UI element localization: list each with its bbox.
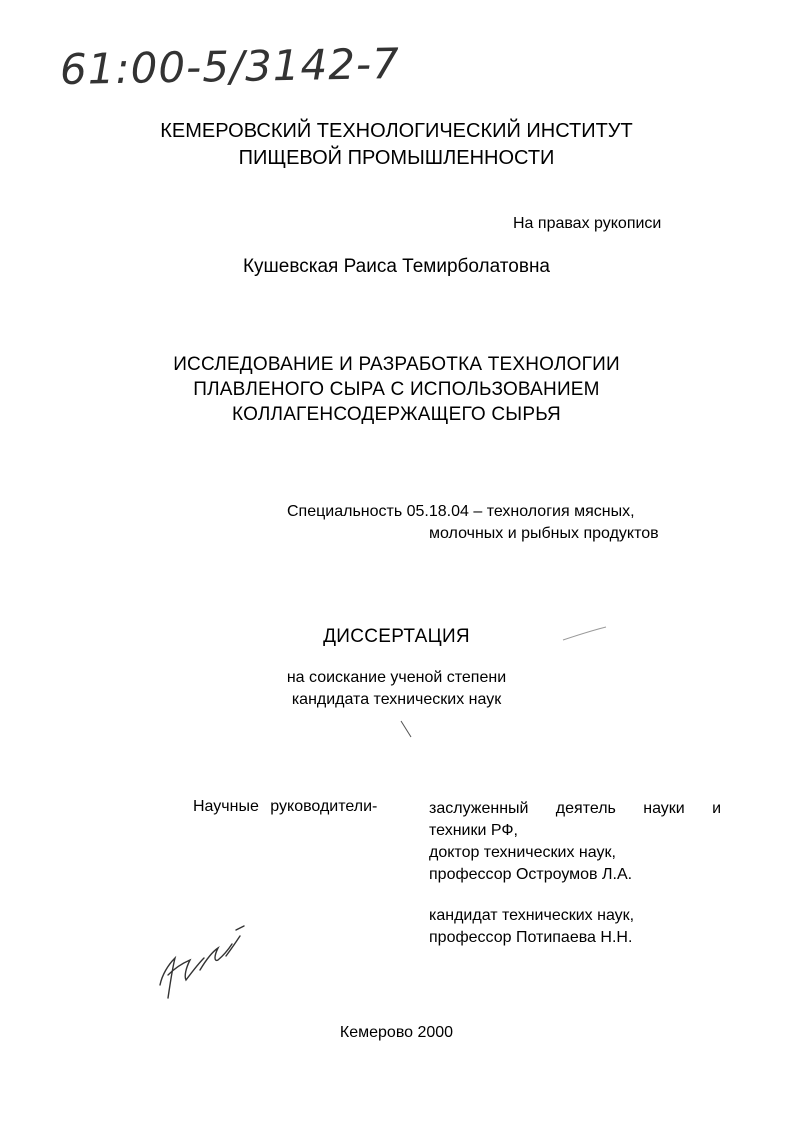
supervisors-label: Научные руководители- (193, 798, 378, 815)
pencil-stroke (563, 627, 606, 640)
degree-line-1: на соискание ученой степени (286, 669, 507, 686)
supervisor-2-line-2: профессор Потипаева Н.Н. (429, 929, 633, 946)
document-type-heading: ДИССЕРТАЦИЯ (323, 626, 470, 647)
supervisor-1-line-3: доктор технических наук, (429, 844, 616, 861)
author-name: Кушевская Раиса Темирболатовна (242, 256, 550, 277)
city-and-year: Кемерово 2000 (339, 1024, 454, 1041)
specialty-line-2: молочных и рыбных продуктов (429, 525, 659, 542)
degree-line-2: кандидата технических наук (291, 691, 502, 708)
supervisor-1-line-4: профессор Остроумов Л.А. (429, 866, 633, 883)
specialty-line-1: Специальность 05.18.04 – технология мясных, (287, 503, 635, 520)
supervisor-1-line-2: техники РФ, (429, 822, 518, 839)
institution-line-2: ПИЩЕВОЙ ПРОМЫШЛЕННОСТИ (238, 147, 555, 169)
title-line-3: КОЛЛАГЕНСОДЕРЖАЩЕГО СЫРЬЯ (232, 404, 561, 425)
institution-line-1: КЕМЕРОВСКИЙ ТЕХНОЛОГИЧЕСКИЙ ИНСТИТУТ (160, 120, 633, 142)
handwritten-signature (160, 926, 244, 998)
supervisor-1-line-1: заслуженный деятель науки и (429, 800, 721, 817)
title-line-1: ИССЛЕДОВАНИЕ И РАЗРАБОТКА ТЕХНОЛОГИИ (173, 354, 620, 375)
title-line-2: ПЛАВЛЕНОГО СЫРА С ИСПОЛЬЗОВАНИЕМ (193, 379, 600, 400)
handwritten-archive-code: 61:00-5/3142-7 (59, 39, 401, 94)
manuscript-rights-note: На правах рукописи (513, 215, 662, 232)
pencil-tick (401, 721, 411, 737)
supervisor-2-line-1: кандидат технических наук, (429, 907, 635, 924)
